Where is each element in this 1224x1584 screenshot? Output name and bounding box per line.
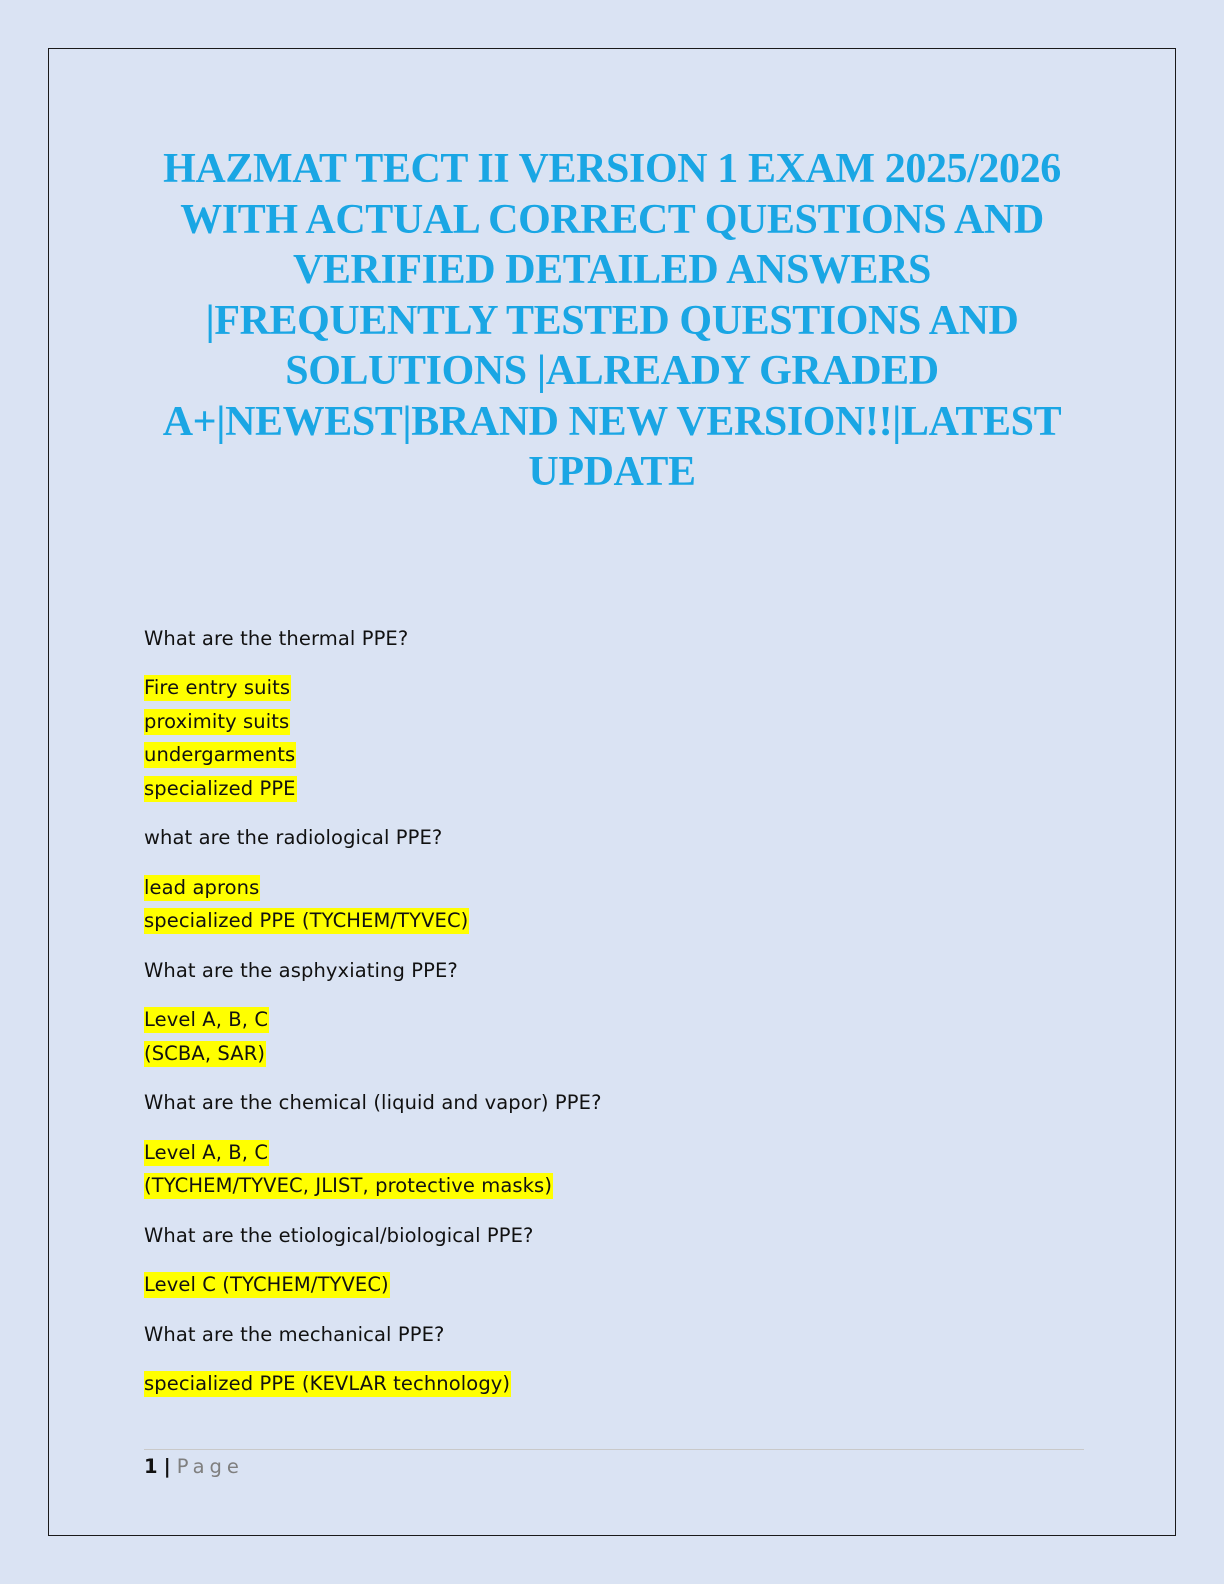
answer-line [144, 1037, 1084, 1071]
highlighted-answer: Level C (TYCHEM/TYVEC) [144, 1273, 389, 1297]
page-number: 1 [144, 1455, 158, 1478]
answer-list [144, 871, 1084, 938]
qa-content [144, 622, 1084, 1417]
qa-block [144, 1087, 1084, 1204]
highlighted-answer: (SCBA, SAR) [144, 1041, 266, 1065]
answer-line [144, 739, 1084, 773]
qa-block [144, 822, 1084, 939]
answer-list [144, 1136, 1084, 1203]
title-line: WITH ACTUAL CORRECT QUESTIONS AND [180, 196, 1044, 243]
question: What are the thermal PPE? [144, 626, 409, 650]
title-line: HAZMAT TECT II VERSION 1 EXAM 2025/2026 [163, 146, 1061, 192]
answer-line [144, 905, 1084, 939]
footer-separator: | [163, 1455, 171, 1478]
title-line: VERIFIED DETAILED ANSWERS [292, 247, 932, 293]
answer-line [144, 772, 1084, 806]
qa-block [144, 1318, 1084, 1401]
highlighted-answer: undergarments [144, 743, 296, 767]
answer-line [144, 1368, 1084, 1402]
answer-list [144, 1269, 1084, 1303]
title-line: |FREQUENTLY TESTED QUESTIONS AND [205, 297, 1019, 344]
question: What are the asphyxiating PPE? [144, 958, 458, 982]
title-line: UPDATE [528, 449, 696, 495]
answer-list [144, 1004, 1084, 1071]
answer-line [144, 672, 1084, 706]
highlighted-answer: Fire entry suits [144, 676, 291, 700]
highlighted-answer: Level A, B, C [144, 1008, 269, 1032]
answer-list [144, 1368, 1084, 1402]
page-footer [144, 1454, 244, 1480]
qa-block [144, 954, 1084, 1071]
highlighted-answer: proximity suits [144, 709, 290, 733]
question: What are the mechanical PPE? [144, 1322, 445, 1346]
highlighted-answer: Level A, B, C [144, 1140, 269, 1164]
answer-list [144, 672, 1084, 806]
question: What are the etiological/biological PPE? [144, 1223, 534, 1247]
document-title [130, 144, 1094, 498]
answer-line [144, 705, 1084, 739]
question: What are the chemical (liquid and vapor) PPE? [144, 1091, 602, 1115]
page-label: Page [176, 1455, 244, 1478]
answer-line [144, 1004, 1084, 1038]
question: what are the radiological PPE? [144, 826, 443, 850]
qa-block [144, 622, 1084, 806]
answer-line [144, 871, 1084, 905]
title-line: A+|NEWEST|BRAND NEW VERSION!!|LATEST [162, 398, 1062, 445]
highlighted-answer: specialized PPE (TYCHEM/TYVEC) [144, 909, 469, 933]
qa-block [144, 1219, 1084, 1302]
title-line: SOLUTIONS |ALREADY GRADED [285, 348, 939, 394]
answer-line [144, 1269, 1084, 1303]
highlighted-answer: specialized PPE (KEVLAR technology) [144, 1372, 511, 1396]
highlighted-answer: specialized PPE [144, 776, 296, 800]
answer-line [144, 1136, 1084, 1170]
highlighted-answer: (TYCHEM/TYVEC, JLIST, protective masks) [144, 1174, 553, 1198]
footer-divider [144, 1449, 1084, 1450]
answer-line [144, 1170, 1084, 1204]
highlighted-answer: lead aprons [144, 875, 260, 899]
